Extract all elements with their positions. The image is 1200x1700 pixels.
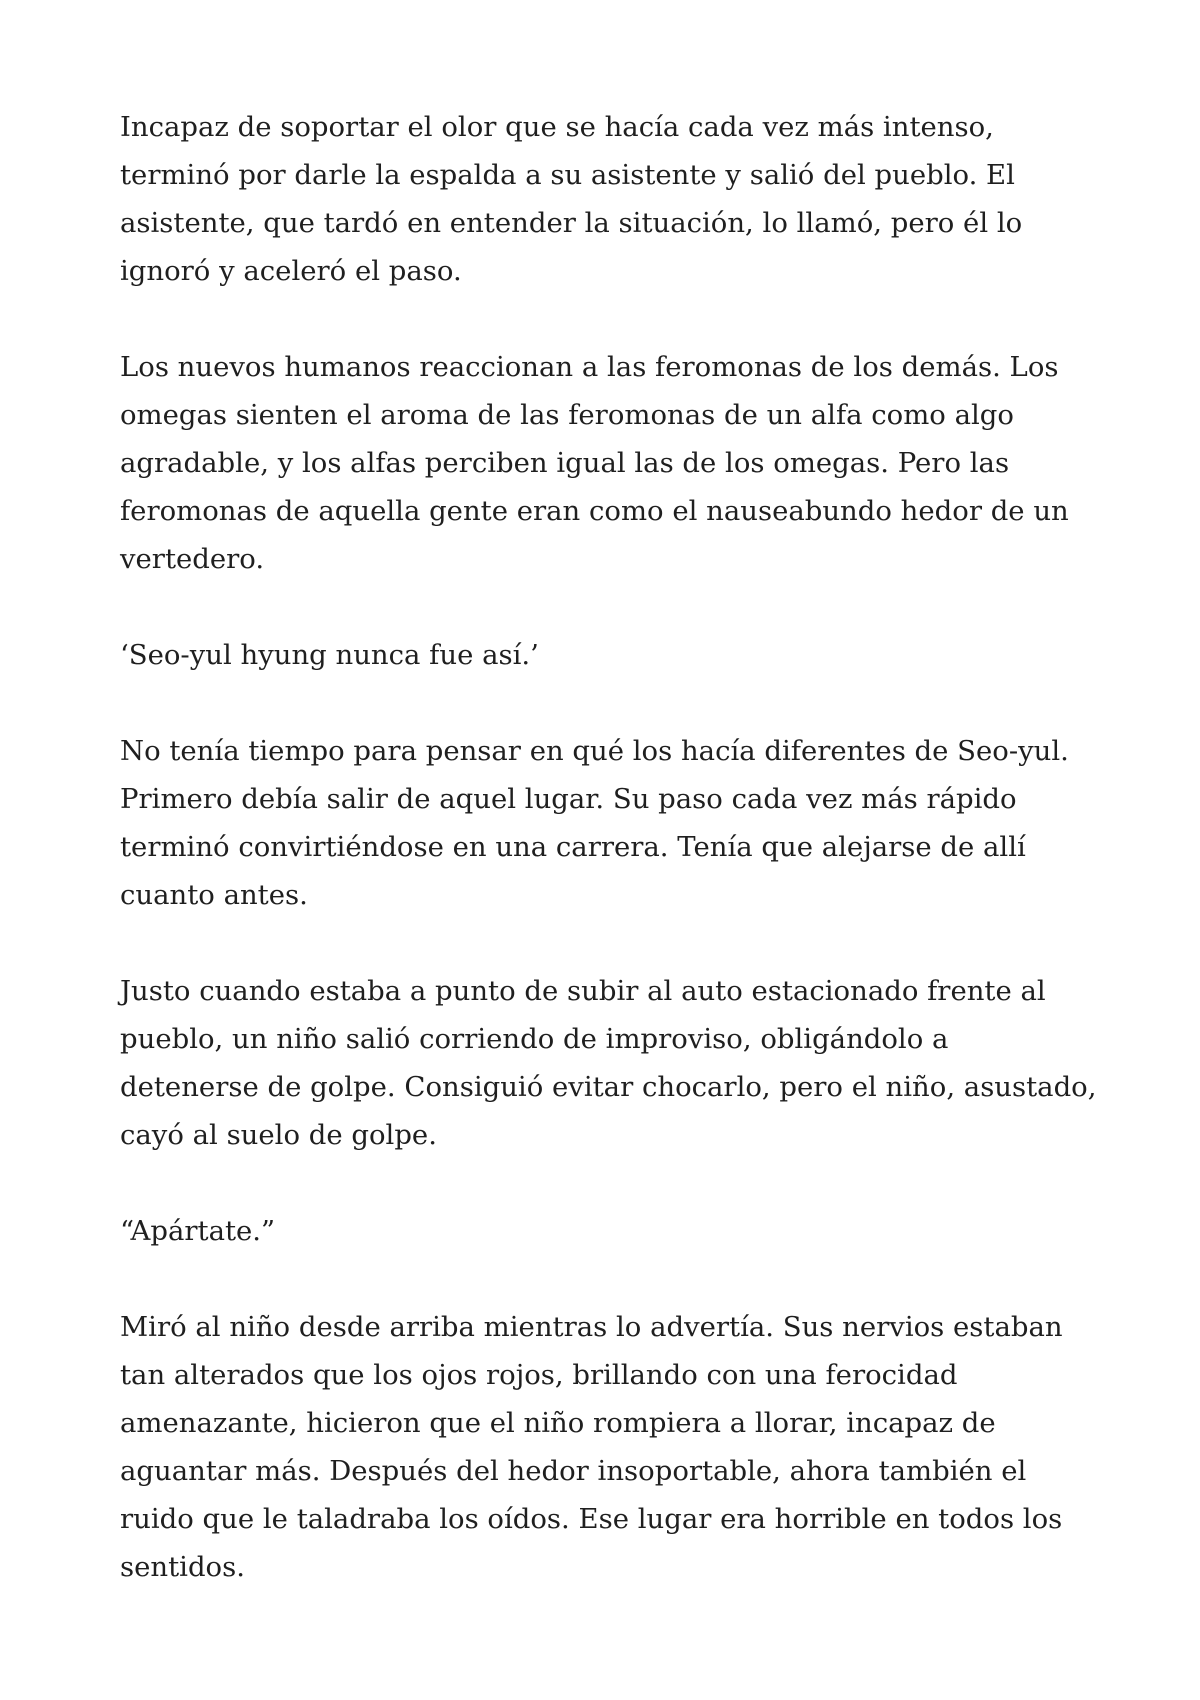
text-line: ignoró y aceleró el paso. [120,255,462,287]
text-line: No tenía tiempo para pensar en qué los hacía diferentes de Seo-yul. [120,735,1069,767]
text-line: cuanto antes. [120,879,308,911]
paragraph-1 [120,103,1110,295]
text-line: aguantar más. Después del hedor insoportable, ahora también el [120,1455,1027,1487]
text-line: Justo cuando estaba a punto de subir al auto estacionado frente al [120,975,1046,1007]
text-line: vertedero. [120,543,265,575]
text-line: amenazante, hicieron que el niño rompiera a llorar, incapaz de [120,1407,996,1439]
text-line: terminó convirtiéndose en una carrera. Tenía que alejarse de allí [120,831,1026,863]
paragraph-3 [120,631,1110,679]
paragraph-4 [120,727,1110,919]
text-line: Incapaz de soportar el olor que se hacía cada vez más intenso, [120,111,994,143]
text-line: ‘Seo-yul hyung nunca fue así.’ [120,639,539,671]
paragraph-2 [120,343,1110,583]
text-line: feromonas de aquella gente eran como el nauseabundo hedor de un [120,495,1069,527]
text-line: agradable, y los alfas perciben igual las de los omegas. Pero las [120,447,1010,479]
text-line: sentidos. [120,1551,245,1583]
text-line: Los nuevos humanos reaccionan a las feromonas de los demás. Los [120,351,1059,383]
text-line: ruido que le taladraba los oídos. Ese lugar era horrible en todos los [120,1503,1063,1535]
body-text [120,103,1110,1639]
text-line: omegas sienten el aroma de las feromonas de un alfa como algo [120,399,1014,431]
text-line: cayó al suelo de golpe. [120,1119,437,1151]
text-line: Miró al niño desde arriba mientras lo advertía. Sus nervios estaban [120,1311,1063,1343]
paragraph-6 [120,1207,1110,1255]
text-line: tan alterados que los ojos rojos, brillando con una ferocidad [120,1359,958,1391]
text-line: pueblo, un niño salió corriendo de improviso, obligándolo a [120,1023,949,1055]
text-line: terminó por darle la espalda a su asistente y salió del pueblo. El [120,159,1015,191]
paragraph-7 [120,1303,1110,1591]
text-line: asistente, que tardó en entender la situación, lo llamó, pero él lo [120,207,1023,239]
text-line: “Apártate.” [120,1215,276,1247]
text-line: Primero debía salir de aquel lugar. Su paso cada vez más rápido [120,783,1017,815]
paragraph-5 [120,967,1110,1159]
text-line: detenerse de golpe. Consiguió evitar chocarlo, pero el niño, asustado, [120,1071,1097,1103]
